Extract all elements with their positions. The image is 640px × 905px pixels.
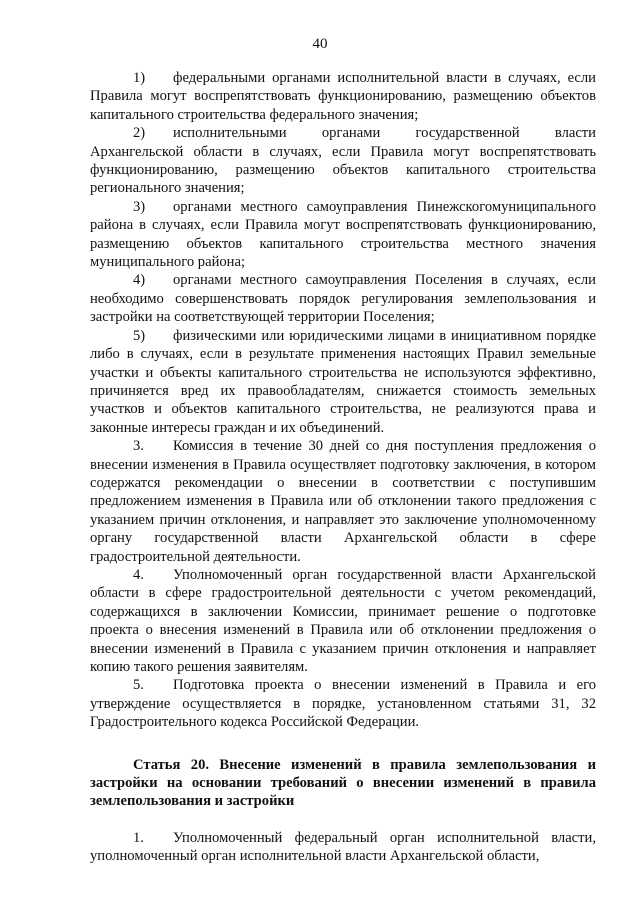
paragraph — [90, 437, 596, 566]
item-number: 1) — [133, 70, 146, 86]
item-number: 2) — [133, 125, 146, 142]
item-number: 5. — [133, 677, 144, 694]
list-item — [90, 69, 596, 124]
item-number: 5) — [133, 327, 146, 344]
item-text: Уполномоченный орган государственной власти Архангельской области в сфере градостроительной деятельности с учетом рекомендаций, содержащихся в заключении Комиссии, принимает решение о подготовке проекта о внесения изменений в Правила или об отклонении предложения о внесении изменений в Правила с указанием причин отклонения и направляет копию такого решения заявителям. — [90, 566, 596, 675]
item-text: органами местного самоуправления Поселения в случаях, если необходимо совершенствовать порядок регулирования землепользования и застройки на соответствующей территории Поселения; — [90, 272, 596, 326]
item-text: Комиссия в течение 30 дней со дня поступления предложения о внесении изменения в Правила осуществляет подготовку заключения, в котором содержатся рекомендации о внесении в соответствии с поступившим предложением изменения в Правила или об отклонении такого предложения с указанием причин отклонения, и направляет это заключение уполномоченному органу государственной власти Архангельской области в сфере градостроительной деятельности. — [90, 438, 596, 565]
document-body — [90, 69, 596, 866]
spacer — [90, 811, 596, 829]
item-number: 1. — [133, 829, 144, 846]
item-text: физическими или юридическими лицами в инициативном порядке либо в случаях, если в результате применения настоящих Правил земельные участки и объекты капитального строительства не используются эффективно, причиняется вред их правообладателям, снижается стоимость земельных участков и объектов капитального строительства, не реализуются права и законные интересы граждан и их объединений. — [90, 327, 596, 436]
list-item — [90, 271, 596, 326]
list-item — [90, 124, 596, 198]
item-number: 3) — [133, 198, 146, 215]
article-heading: Статья 20. Внесение изменений в правила землепользования и застройки на основании требований о внесении изменений в правила землепользования и застройки — [90, 756, 596, 810]
paragraph — [90, 676, 596, 731]
item-text: Уполномоченный федеральный орган исполнительной власти, уполномоченный орган исполнительной власти Архангельской области, — [90, 829, 596, 865]
paragraph — [90, 566, 596, 676]
item-text: федеральными органами исполнительной власти в случаях, если Правила могут воспрепятствовать функционированию, размещению объектов капитального строительства федерального значения; — [90, 70, 596, 123]
page-number: 40 — [312, 36, 328, 52]
item-text: органами местного самоуправления Пинежскогомуниципального района в случаях, если Правила могут воспрепятствовать функционированию, размещению объектов капитального строительства местного значения муниципального района; — [90, 198, 596, 271]
spacer — [90, 732, 596, 756]
item-number: 4. — [133, 566, 144, 583]
paragraph — [90, 829, 596, 866]
list-item — [90, 198, 596, 272]
list-item — [90, 327, 596, 437]
item-text: Подготовка проекта о внесении изменений в Правила и его утверждение осуществляется в порядке, установленном статьями 31, 32 Градостроительного кодекса Российской Федерации. — [90, 677, 596, 731]
item-text: исполнительными органами государственной власти Архангельской области в случаях, если Правила могут воспрепятствовать функционированию, размещению объектов капитального строительства регионального значения; — [90, 125, 596, 197]
item-number: 4) — [133, 272, 146, 289]
item-number: 3. — [133, 438, 144, 455]
